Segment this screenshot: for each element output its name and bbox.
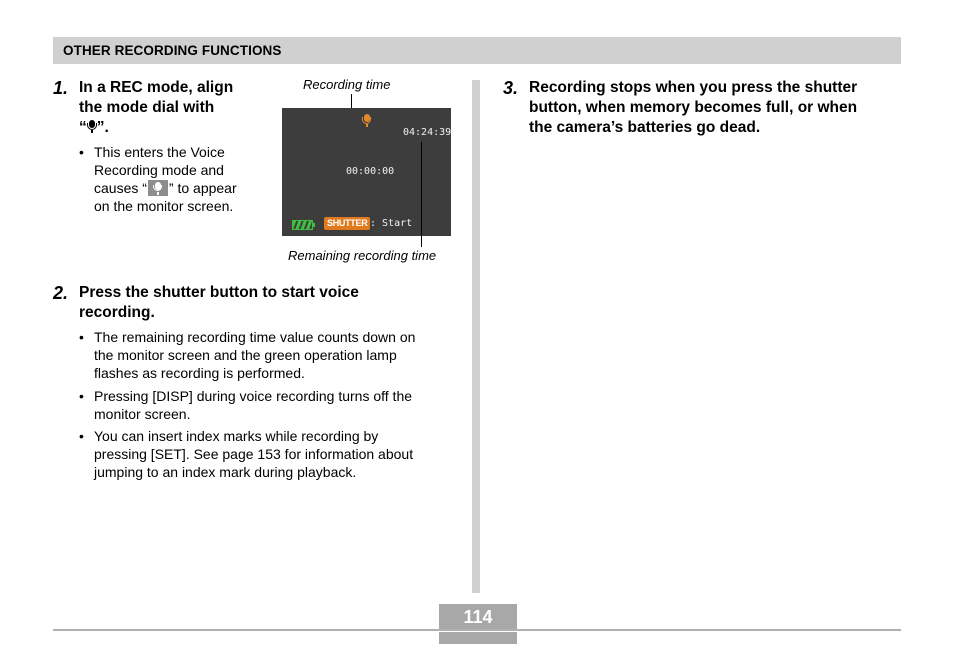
step-1-bullet [79, 143, 237, 215]
section-title: OTHER RECORDING FUNCTIONS [63, 43, 282, 58]
bullet-line: on the monitor screen. [94, 198, 234, 214]
shutter-badge: SHUTTER [324, 217, 370, 230]
step-1-heading-line: In a REC mode, align [79, 79, 234, 96]
remaining-time-readout: 04:24:39 [403, 127, 452, 138]
bullet-line: monitor screen. [94, 406, 191, 422]
elapsed-time-readout: 00:00:00 [346, 166, 395, 177]
step-2-bullet [79, 387, 413, 423]
step-1-heading-line [79, 118, 233, 138]
step-2-heading-line: Press the shutter button to start voice [79, 284, 359, 301]
recording-time-caption: Recording time [303, 77, 391, 92]
step-3-number: 3. [503, 78, 519, 98]
step-2-bullet [79, 328, 416, 382]
bullet-line: You can insert index marks while recording by [94, 428, 379, 444]
bullet-line: Pressing [DISP] during voice recording turns off the [94, 388, 413, 404]
bullet-line: pressing [SET]. See page 153 for information about [94, 446, 414, 462]
quote-close: ”. [96, 119, 109, 136]
step-2-heading-line: recording. [79, 304, 155, 321]
bullet-dot: • [79, 329, 84, 345]
quote-open: “ [79, 119, 87, 136]
step-3-heading [529, 78, 857, 138]
bullet-text: causes “ [94, 180, 147, 196]
page-number: 114 [463, 607, 493, 627]
microphone-icon [362, 114, 372, 128]
monitor-screen [282, 108, 451, 236]
step-2-bullet [79, 427, 414, 481]
step-2-heading [79, 283, 359, 323]
bullet-dot: • [79, 388, 84, 404]
column-divider [472, 80, 480, 593]
bullet-line [94, 179, 237, 197]
voice-mode-icon [87, 120, 97, 133]
bullet-dot: • [79, 144, 84, 160]
bullet-line: Recording mode and [94, 162, 224, 178]
step-3-heading-line: Recording stops when you press the shutter [529, 79, 858, 96]
voice-record-icon [148, 180, 168, 196]
step-1-number: 1. [53, 78, 69, 98]
remaining-time-caption: Remaining recording time [288, 248, 437, 263]
bullet-dot: • [79, 428, 84, 444]
bullet-line: The remaining recording time value counts down on [94, 329, 416, 345]
bullet-line: jumping to an index mark during playback. [94, 464, 357, 480]
step-1-heading [79, 78, 233, 138]
step-2-number: 2. [53, 283, 69, 303]
section-header-bar [53, 37, 901, 64]
step-3-heading-line: button, when memory becomes full, or when [529, 99, 858, 116]
remaining-time-leader [421, 142, 422, 247]
step-1-heading-line: the mode dial with [79, 99, 215, 116]
start-label: : Start [370, 218, 413, 229]
step-3-heading-line: the camera’s batteries go dead. [529, 119, 761, 136]
bullet-line: the monitor screen and the green operation lamp [94, 347, 397, 363]
bullet-line: This enters the Voice [94, 144, 225, 160]
bullet-line: flashes as recording is performed. [94, 365, 305, 381]
page-number-box [439, 604, 517, 644]
battery-icon [292, 220, 313, 230]
bullet-text: ” to appear [168, 180, 237, 196]
